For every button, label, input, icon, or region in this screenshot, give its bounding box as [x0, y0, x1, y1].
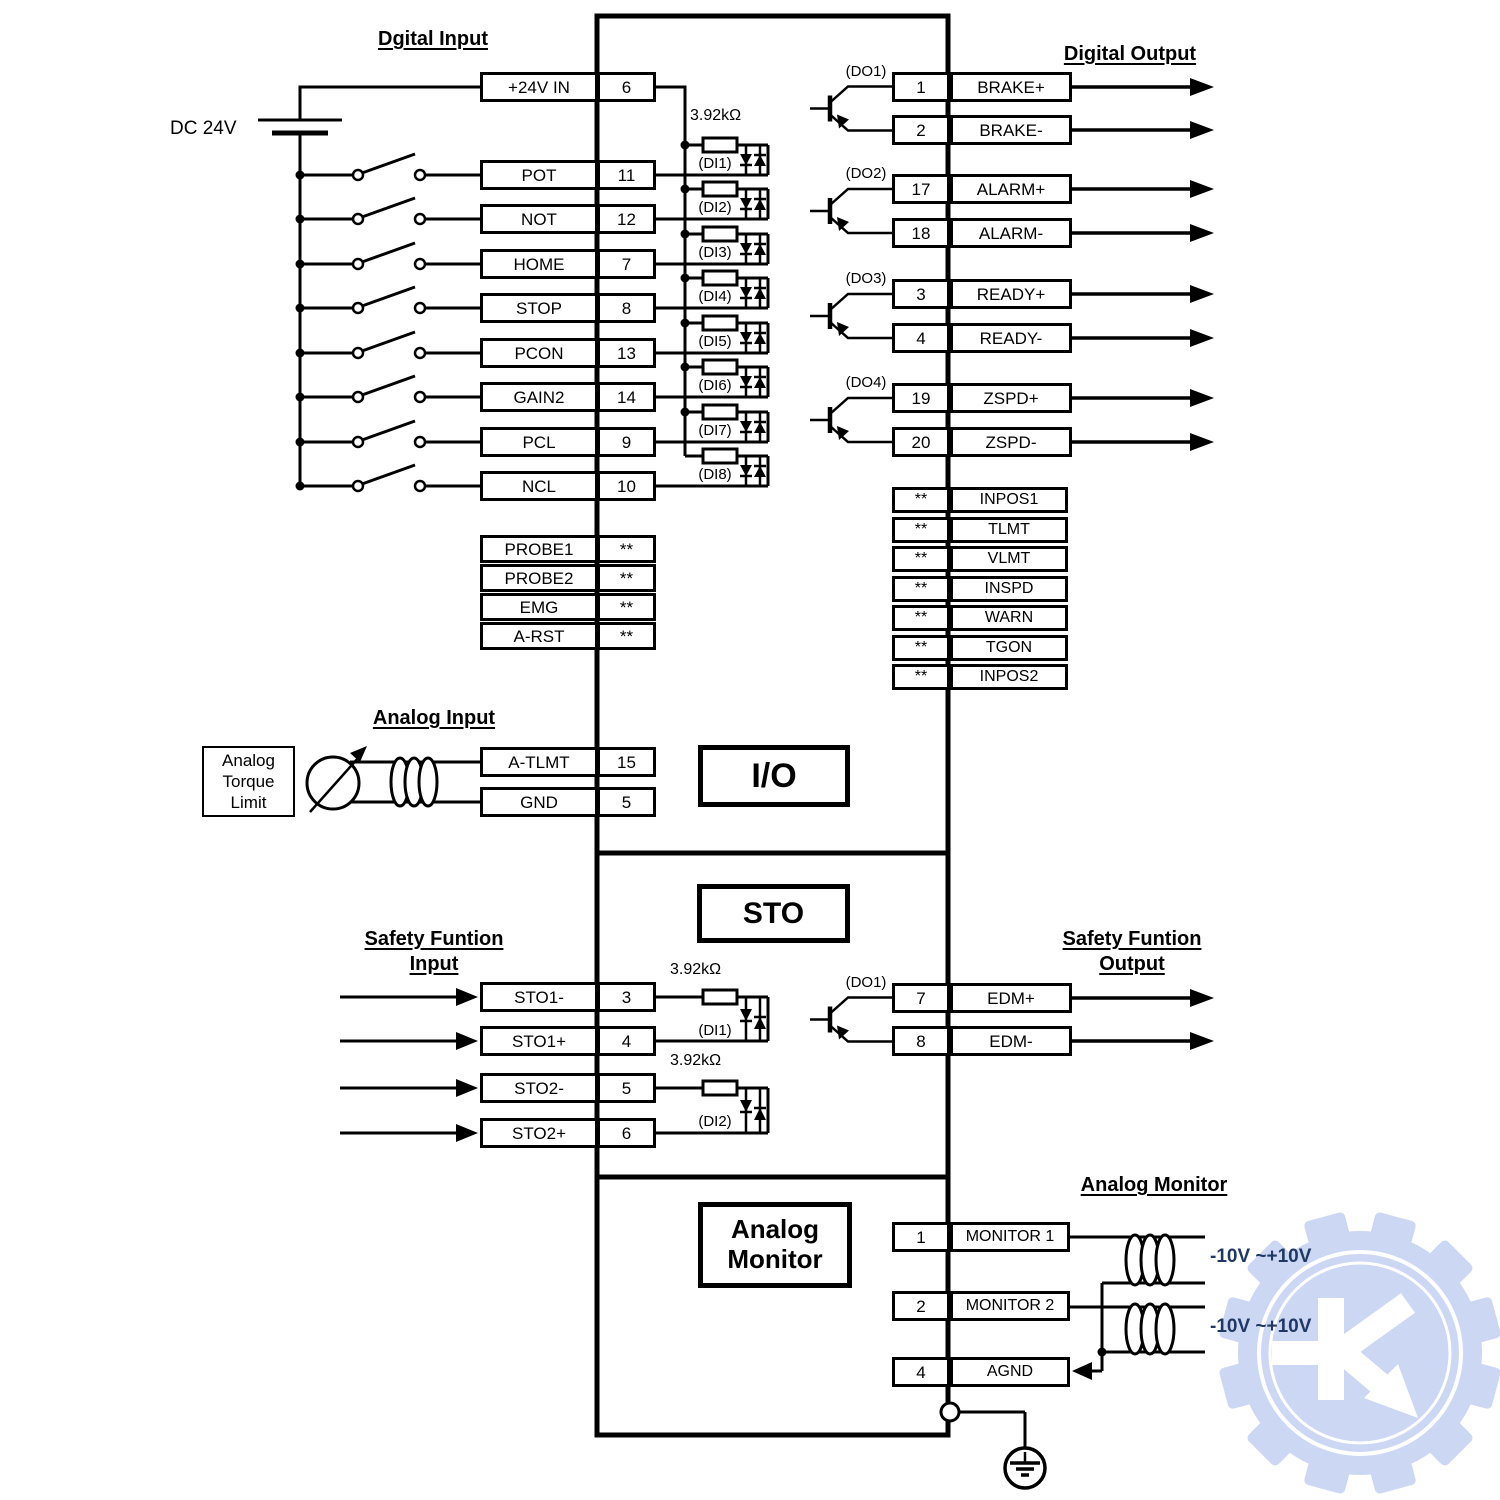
edm-row-edmm-label: EDM- — [950, 1026, 1072, 1056]
sto-row-sto2m-pin: 5 — [597, 1073, 656, 1103]
output-row-alarmp-pin: 17 — [892, 174, 950, 204]
output-row-brakem-pin: 2 — [892, 115, 950, 145]
analog-monitor-block-line1: Analog — [730, 1214, 820, 1245]
monitor-twisted-pair-icons — [1070, 1235, 1205, 1380]
status-row-warn-pin: ** — [892, 605, 950, 631]
input-row-probe1-pin: ** — [597, 535, 656, 563]
analog-row-gnd-label: GND — [480, 787, 598, 817]
input-row-probe2-label: PROBE2 — [480, 564, 598, 592]
input-row-24v-pin: 6 — [597, 72, 656, 102]
input-row-pot-label: POT — [480, 160, 598, 190]
input-row-not-pin: 12 — [597, 204, 656, 234]
monitor-row-2-pin: 2 — [892, 1291, 950, 1321]
input-row-pcon-pin: 13 — [597, 338, 656, 368]
input-row-emg-label: EMG — [480, 593, 598, 621]
sto-row-sto1p-pin: 4 — [597, 1026, 656, 1056]
status-row-inspd-label: INSPD — [950, 576, 1068, 602]
output-row-alarmm-label: ALARM- — [950, 218, 1072, 248]
dc24v-label: DC 24V — [170, 118, 237, 139]
sto-block-label: STO — [742, 896, 805, 930]
output-row-readyp-pin: 3 — [892, 279, 950, 309]
sto-input-arrows — [340, 988, 478, 1142]
status-row-tgon-pin: ** — [892, 635, 950, 661]
sto-row-sto1m-pin: 3 — [597, 982, 656, 1012]
edm-row-edmp-pin: 7 — [892, 983, 950, 1013]
output-row-readyp-label: READY+ — [950, 279, 1072, 309]
di4-tag: (DI4) — [698, 288, 732, 305]
safety-input-heading-line2: Input — [409, 953, 459, 975]
status-row-warn-label: WARN — [950, 605, 1068, 631]
io-block-label: I/O — [751, 756, 797, 795]
monitor-row-agnd-label: AGND — [950, 1357, 1070, 1387]
safety-output-heading-line2: Output — [1099, 953, 1165, 975]
input-row-pcl-pin: 9 — [597, 427, 656, 457]
di5-tag: (DI5) — [698, 333, 732, 350]
output-arrows — [1072, 78, 1214, 1050]
do3-tag: (DO3) — [845, 270, 887, 287]
output-row-zspdm-pin: 20 — [892, 427, 950, 457]
earth-ground-icon — [941, 1403, 1045, 1488]
status-row-tgon-label: TGON — [950, 635, 1068, 661]
sto-row-sto2m-label: STO2- — [480, 1073, 598, 1103]
di6-tag: (DI6) — [698, 377, 732, 394]
status-row-inpos1-pin: ** — [892, 487, 950, 513]
monitor-row-agnd-pin: 4 — [892, 1357, 950, 1387]
monitor-row-2-label: MONITOR 2 — [950, 1291, 1070, 1321]
output-row-brakep-pin: 1 — [892, 72, 950, 102]
output-row-zspdp-pin: 19 — [892, 383, 950, 413]
status-row-tlmt-pin: ** — [892, 517, 950, 543]
input-row-arst-pin: ** — [597, 622, 656, 650]
di3-tag: (DI3) — [698, 244, 732, 261]
status-row-inpos2-pin: ** — [892, 664, 950, 690]
input-row-stop-label: STOP — [480, 293, 598, 323]
sto-row-sto1m-label: STO1- — [480, 982, 598, 1012]
status-row-vlmt-pin: ** — [892, 546, 950, 572]
do4-tag: (DO4) — [845, 374, 887, 391]
input-row-pcl-label: PCL — [480, 427, 598, 457]
output-row-alarmm-pin: 18 — [892, 218, 950, 248]
input-row-pot-pin: 11 — [597, 160, 656, 190]
sto-row-sto2p-label: STO2+ — [480, 1118, 598, 1148]
analog-input-heading: Analog Input — [372, 707, 496, 729]
input-row-home-pin: 7 — [597, 249, 656, 279]
monitor-row-1-pin: 1 — [892, 1222, 950, 1252]
input-row-probe2-pin: ** — [597, 564, 656, 592]
input-row-emg-pin: ** — [597, 593, 656, 621]
safety-output-heading-line1: Safety Funtion — [1062, 928, 1202, 950]
edm-row-edmp-label: EDM+ — [950, 983, 1072, 1013]
input-row-ncl-pin: 10 — [597, 471, 656, 501]
analog-monitor-block-line2: Monitor — [727, 1244, 823, 1274]
battery-icon — [258, 87, 480, 486]
output-row-readym-label: READY- — [950, 323, 1072, 353]
status-row-inspd-pin: ** — [892, 576, 950, 602]
di2-tag: (DI2) — [698, 199, 732, 216]
atl-line2: Torque — [222, 771, 275, 791]
digital-input-heading: Dgital Input — [378, 28, 488, 50]
input-row-ncl-label: NCL — [480, 471, 598, 501]
output-row-alarmp-label: ALARM+ — [950, 174, 1072, 204]
analog-torque-limit-box — [202, 746, 295, 817]
sto-di1-tag: (DI1) — [698, 1022, 732, 1039]
resistor-value-label: 3.92kΩ — [690, 107, 742, 124]
edm-do1-tag: (DO1) — [845, 974, 887, 991]
output-row-readym-pin: 4 — [892, 323, 950, 353]
analog-input-twisted-pair-icon — [350, 758, 480, 806]
input-row-gain2-pin: 14 — [597, 382, 656, 412]
output-row-brakep-label: BRAKE+ — [950, 72, 1072, 102]
status-row-inpos1-label: INPOS1 — [950, 487, 1068, 513]
status-row-inpos2-label: INPOS2 — [950, 664, 1068, 690]
input-row-probe1-label: PROBE1 — [480, 535, 598, 563]
input-row-stop-pin: 8 — [597, 293, 656, 323]
input-row-arst-label: A-RST — [480, 622, 598, 650]
analog-row-gnd-pin: 5 — [597, 787, 656, 817]
do2-tag: (DO2) — [845, 165, 887, 182]
di1-tag: (DI1) — [698, 155, 732, 172]
sto-di2-tag: (DI2) — [698, 1113, 732, 1130]
di7-tag: (DI7) — [698, 422, 732, 439]
output-row-zspdp-label: ZSPD+ — [950, 383, 1072, 413]
status-row-tlmt-label: TLMT — [950, 517, 1068, 543]
edm-row-edmm-pin: 8 — [892, 1026, 950, 1056]
monitor2-range-label: -10V ~+10V — [1210, 1316, 1312, 1337]
resistor-value-label-sto1: 3.92kΩ — [670, 961, 722, 978]
output-row-brakem-label: BRAKE- — [950, 115, 1072, 145]
monitor-row-1-label: MONITOR 1 — [950, 1222, 1070, 1252]
atl-line3: Limit — [230, 793, 267, 813]
status-row-vlmt-label: VLMT — [950, 546, 1068, 572]
resistor-value-label-sto2: 3.92kΩ — [670, 1052, 722, 1069]
di8-tag: (DI8) — [698, 466, 732, 483]
input-switch-icons — [300, 154, 480, 491]
sto-row-sto2p-pin: 6 — [597, 1118, 656, 1148]
do1-tag: (DO1) — [845, 63, 887, 80]
input-row-home-label: HOME — [480, 249, 598, 279]
input-row-pcon-label: PCON — [480, 338, 598, 368]
sto-block — [697, 884, 850, 943]
atl-line1: Analog — [222, 750, 275, 770]
output-row-zspdm-label: ZSPD- — [950, 427, 1072, 457]
analog-row-atlmt-pin: 15 — [597, 747, 656, 777]
input-row-24v-label: +24V IN — [480, 72, 598, 102]
analog-monitor-block — [698, 1202, 852, 1288]
sto-row-sto1p-label: STO1+ — [480, 1026, 598, 1056]
monitor1-range-label: -10V ~+10V — [1210, 1246, 1312, 1267]
safety-input-heading-line1: Safety Funtion — [364, 928, 504, 950]
analog-row-atlmt-label: A-TLMT — [480, 747, 598, 777]
analog-monitor-heading: Analog Monitor — [1080, 1174, 1228, 1196]
input-row-gain2-label: GAIN2 — [480, 382, 598, 412]
io-block — [698, 745, 850, 807]
input-row-not-label: NOT — [480, 204, 598, 234]
digital-output-heading: Digital Output — [1063, 43, 1197, 65]
